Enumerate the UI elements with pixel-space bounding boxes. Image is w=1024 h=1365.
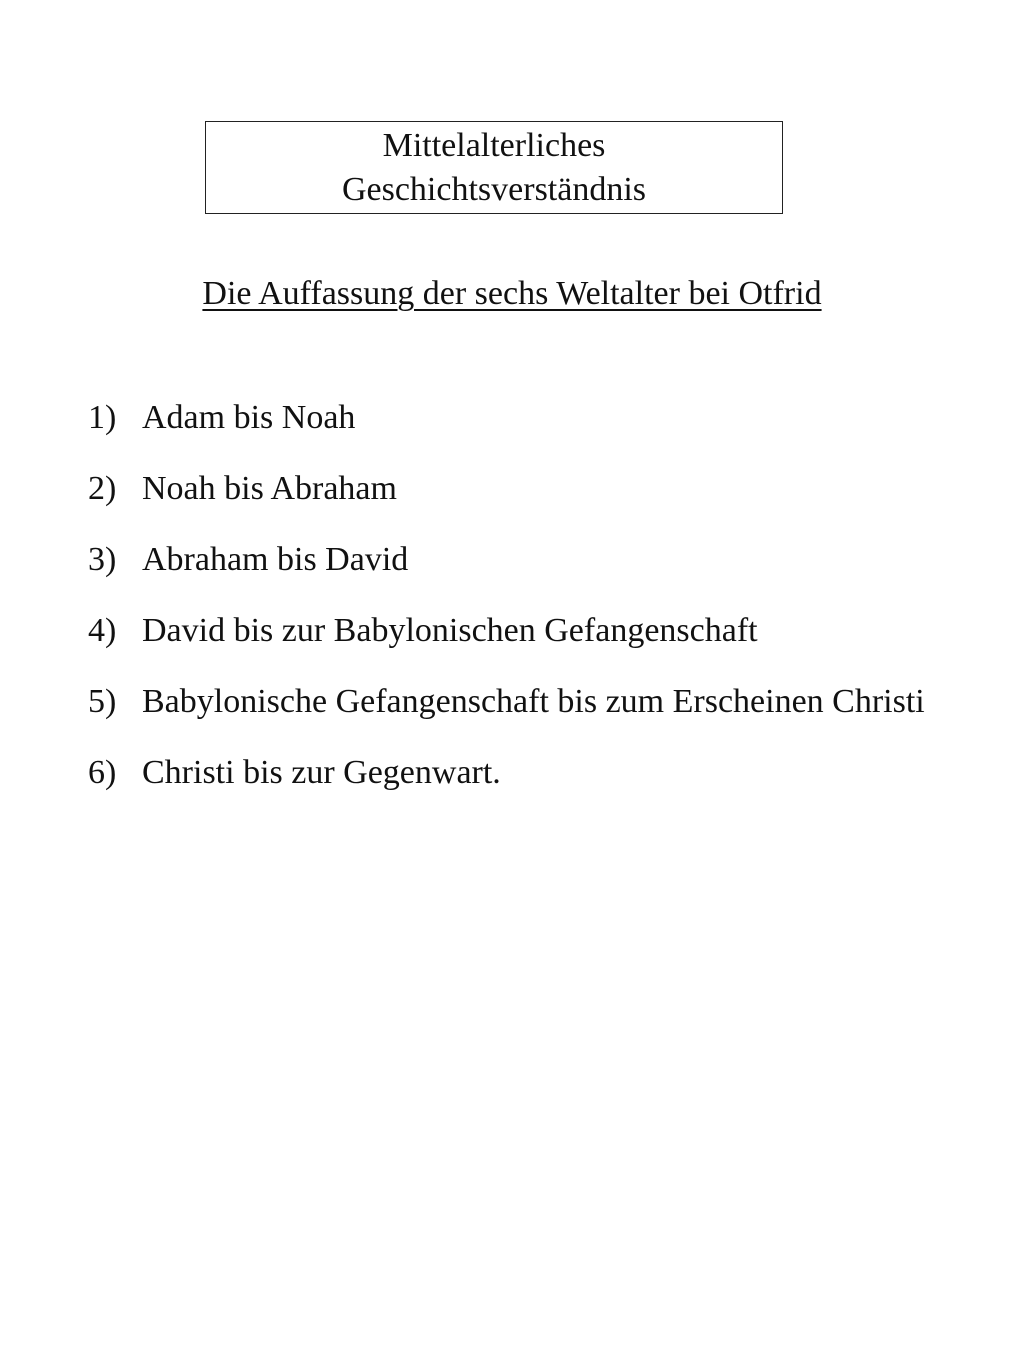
subtitle-text: Die Auffassung der sechs Weltalter bei Otfrid <box>202 275 822 312</box>
list-item <box>88 537 934 582</box>
world-ages-list <box>88 395 934 795</box>
list-item-text: Christi bis zur Gegenwart. <box>142 754 501 791</box>
list-item-number: 5) <box>88 683 117 720</box>
title-line-2: Geschichtsverständnis <box>341 170 647 208</box>
list-item-number: 3) <box>88 541 117 578</box>
title-line-1: Mittelalterliches <box>382 126 606 164</box>
list-item-number: 6) <box>88 754 117 791</box>
title-box <box>205 121 783 214</box>
list-item <box>88 750 934 795</box>
list-item <box>88 608 934 653</box>
list-item-number: 1) <box>88 399 117 436</box>
list-item-text: Babylonische Gefangenschaft bis zum Erscheinen Christi <box>142 683 925 720</box>
list-item-text: Noah bis Abraham <box>142 470 397 507</box>
list-item-text: Adam bis Noah <box>142 399 356 436</box>
list-item-text: David bis zur Babylonischen Gefangenschaft <box>142 612 758 649</box>
list-item <box>88 395 934 440</box>
list-item-number: 4) <box>88 612 117 649</box>
list-item-text: Abraham bis David <box>142 541 409 578</box>
list-item-number: 2) <box>88 470 117 507</box>
subtitle <box>0 272 1024 316</box>
list-item <box>88 679 934 724</box>
list-item <box>88 466 934 511</box>
